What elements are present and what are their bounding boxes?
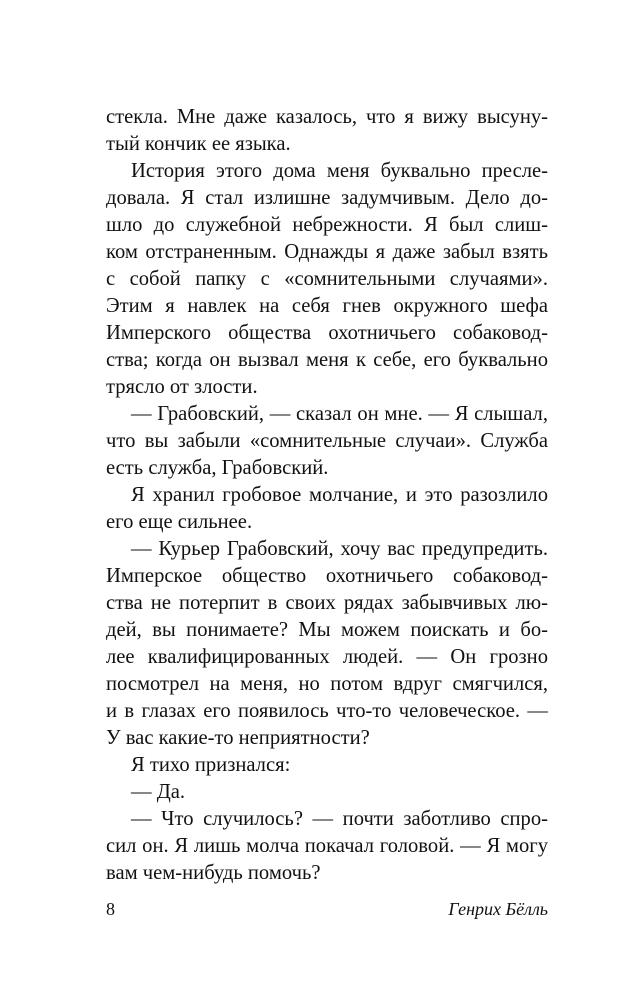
text-line: есть служба, Грабовский. (106, 457, 329, 479)
text-line: что вы забыли «сомнительные случаи». Служба (106, 430, 548, 452)
text-line: ком отстраненным. Однажды я даже забыл взять (106, 241, 548, 263)
text-line: вам чем-нибудь помочь? (106, 862, 321, 884)
text-line: трясло от злости. (106, 376, 258, 398)
text-line: — Грабовский, — сказал он мне. — Я слышал, (131, 403, 548, 425)
text-line: Этим я навлек на себя гнев окружного шефа (106, 295, 548, 317)
text-line: стекла. Мне даже казалось, что я вижу высуну- (106, 106, 548, 128)
text-line: шло до служебной небрежности. Я был слиш- (106, 214, 548, 236)
page-number: 8 (106, 899, 115, 919)
text-line: — Да. (131, 781, 186, 803)
text-line: У вас какие-то неприятности? (106, 727, 370, 749)
text-line: История этого дома меня буквально пресле- (131, 160, 548, 182)
text-line: и в глазах его появилось что-то человеческое. — (106, 700, 548, 722)
text-line: дей, вы понимаете? Мы можем поискать и бо- (106, 619, 548, 641)
running-head-author: Генрих Бёлль (448, 899, 548, 919)
text-line: сил он. Я лишь молча покачал головой. — Я могу (106, 835, 548, 857)
text-line: Имперское общество охотничьего собаковод- (106, 565, 548, 587)
text-line: Имперского общества охотничьего собаковод- (106, 322, 548, 344)
text-line: ства не потерпит в своих рядах забывчивых лю- (106, 592, 548, 614)
text-line: посмотрел на меня, но потом вдруг смягчился, (106, 673, 548, 695)
text-line: с собой папку с «сомнительными случаями». (106, 268, 548, 290)
text-line: ства; когда он вызвал меня к себе, его буквально (106, 349, 548, 371)
text-line: — Что случилось? — почти заботливо спро- (131, 808, 548, 830)
text-line: лее квалифицированных людей. — Он грозно (106, 646, 548, 668)
text-line: — Курьер Грабовский, хочу вас предупредить. (131, 538, 548, 560)
text-line: довала. Я стал излишне задумчивым. Дело до- (106, 187, 548, 209)
text-line: тый кончик ее языка. (106, 133, 291, 155)
text-line: Я тихо признался: (131, 754, 291, 776)
text-line: его еще сильнее. (106, 511, 253, 533)
text-line: Я хранил гробовое молчание, и это разозлило (131, 484, 548, 506)
